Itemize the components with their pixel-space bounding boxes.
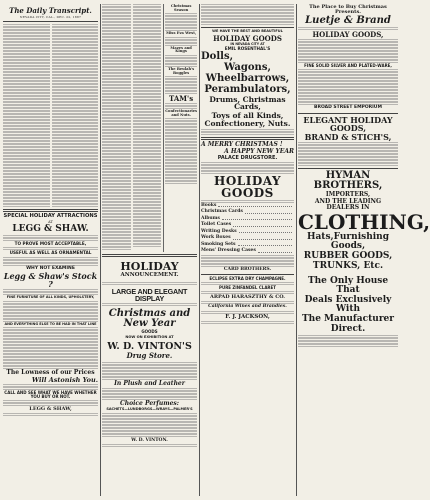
ad-sign: W. D. VINTON. — [131, 437, 168, 443]
list-item: Smoking Sets — [201, 242, 294, 249]
list-item: Work Boxes — [201, 235, 294, 242]
ad-store: W. D. VINTON'S — [107, 340, 192, 352]
ad-perambulators: Perambulators, — [204, 83, 291, 95]
legg-shaw-ad — [3, 214, 98, 416]
ad-toys: Toys of all Kinds, — [211, 110, 284, 120]
column-3 — [201, 4, 294, 496]
ad-stock: Legg & Shaw's Stock ? — [3, 271, 98, 290]
ad-holiday: HOLIDAY GOODS, — [312, 30, 384, 39]
ad-wagons: Wagons, — [224, 61, 271, 73]
vinton-ad — [102, 261, 197, 447]
ad-why: WHY NOT EXAMINE — [26, 265, 75, 271]
ad-christmas: Christmas and New Year — [108, 307, 191, 329]
ad-fine: FINE FURNITURE OF ALL KINDS, UPHOLSTERY, — [6, 295, 95, 300]
ad-everything: AND EVERYTHING ELSE TO BE HAD IN THAT LINE — [4, 321, 97, 326]
list-item: Albums — [201, 216, 294, 223]
ad-only: The Only House That — [307, 275, 389, 295]
ad-line: TO PROVE MOST ACCEPTABLE, — [14, 241, 87, 247]
list-item: Christmas Cards — [201, 209, 294, 216]
ad-cards: CARD BROTHERS. — [223, 266, 272, 272]
ad-jackson: F. J. JACKSON, — [225, 313, 270, 320]
ad-wheelbarrows: Wheelbarrows, — [205, 72, 290, 84]
amusements-column — [163, 4, 197, 252]
ad-confectionery: Confectionery, Nuts. — [204, 119, 291, 129]
ad-leading: AND THE LEADING DEALERS IN — [314, 197, 382, 211]
ad-line: USEFUL AS WELL AS ORNAMENTAL — [9, 250, 92, 256]
ad-hg: HOLIDAY GOODS — [213, 173, 282, 200]
legg-shaw-name: LEGG & SHAW. — [12, 224, 89, 235]
ad-title: SPECIAL HOLIDAY ATTRACTIONS — [3, 213, 98, 219]
ad-trunks: TRUNKS, Etc. — [312, 260, 384, 271]
ad-direct: Direct. — [330, 323, 366, 334]
ad-drums: Drums, Christmas Cards, — [209, 94, 286, 112]
ad-rubber: RUBBER GOODS, — [303, 250, 393, 261]
ad-elegant: ELEGANT HOLIDAY GOODS, — [303, 114, 393, 133]
heading: Christmas Season — [170, 4, 192, 12]
ad-at: AT — [48, 220, 53, 225]
heading: TAM's — [169, 94, 194, 104]
ad-firm: Luetje & Brand — [305, 15, 391, 26]
ad-brand: BRAND & STICH'S, — [304, 131, 392, 142]
palace-drugstore-ad — [201, 142, 294, 273]
column-2 — [102, 4, 197, 496]
ad-plush: In Plush and Leather — [114, 380, 185, 387]
ad-title: HOLIDAY — [120, 260, 179, 273]
masthead: The Daily Transcript. — [9, 6, 92, 15]
heading: The Beulah's Boggles — [168, 66, 195, 75]
ad-zinfandel: PURE ZINFANDEL CLARET — [219, 285, 276, 291]
wine-ad — [201, 277, 294, 324]
ad-deals: Deals Exclusively With — [304, 294, 392, 314]
ad-brands: SACHETS—LUNDBORGS—WRAYS—PALMER'S — [106, 407, 193, 411]
ad-now: NOW ON EXHIBITION AT — [125, 334, 174, 339]
ad-store: BROAD STREET EMPORIUM — [314, 105, 382, 110]
ad-manufacturer: The Manufacturer — [301, 313, 395, 324]
column-4 — [298, 4, 430, 496]
ad-happy: A HAPPY NEW YEAR — [224, 147, 294, 155]
ad-place: The Place to Buy Christmas Presents. — [309, 4, 387, 15]
column-rule — [199, 4, 200, 496]
column-1 — [3, 4, 98, 496]
column-rule — [296, 4, 297, 496]
ad-california: California Wines and Brandies. — [208, 304, 287, 310]
ad-lowness: The Lowness of our Prices — [6, 368, 95, 376]
ad-arpad: ARPAD HARASZTHY & CO. — [209, 294, 286, 301]
ad-call: CALL AND SEE WHAT WE HAVE WHETHER YOU BUY OR NOT. — [4, 390, 97, 400]
heading: Miss Eva West, — [166, 31, 197, 36]
ad-hats: Hats,Furnishing Goods, — [306, 231, 390, 251]
ad-drug: Drug Store. — [126, 351, 173, 360]
item-list — [201, 203, 294, 255]
ad-bolf: ECLIPSE EXTRA DRY CHAMPAGNE. — [209, 276, 286, 282]
heading: Confectionaries and Nuts. — [165, 109, 198, 117]
ad-palace: PALACE DRUGSTORE. — [217, 154, 278, 161]
ad-firm: LEGG & SHAW, — [29, 406, 72, 413]
column-rule — [100, 4, 101, 496]
ad-intro: WE HAVE THE BEST AND BEAUTIFUL — [212, 29, 283, 33]
ad-astonish: Will Astonish You. — [31, 375, 98, 384]
ad-fine: FINE SOLID SILVER AND PLATED-WARE, — [304, 63, 392, 68]
dateline: NEVADA CITY, CAL., DEC. 22, 1887 — [19, 15, 82, 19]
ad-importers: IMPORTERS, — [325, 190, 371, 198]
list-item: Mens' Dressing Cases — [201, 248, 294, 255]
ad-dolls: Dolls, — [201, 50, 234, 62]
heading: Mazes and Kings — [170, 45, 192, 54]
list-item: Toilet Cases — [201, 222, 294, 229]
ad-merry: A MERRY CHRISTMAS ! — [201, 140, 283, 148]
rosenthal-ad — [201, 30, 294, 135]
ad-large: LARGE AND ELEGANT DISPLAY — [111, 286, 188, 303]
ad-choice: Choice Perfumes: — [119, 400, 179, 407]
list-item: Books — [201, 203, 294, 210]
ad-at: IN NEVADA CITY AT — [230, 41, 265, 46]
ad-goods: GOODS — [141, 328, 158, 334]
ad-holiday-goods: HOLIDAY GOODS — [213, 33, 282, 43]
ad-subtitle: ANNOUNCEMENT. — [120, 272, 179, 278]
list-item: Writing Desks — [201, 229, 294, 236]
ad-clothing: CLOTHING, — [298, 209, 430, 234]
ad-hyman: HYMAN BROTHERS, — [313, 169, 383, 191]
ad-emil: EMIL ROSENTHAL'S — [224, 45, 271, 51]
